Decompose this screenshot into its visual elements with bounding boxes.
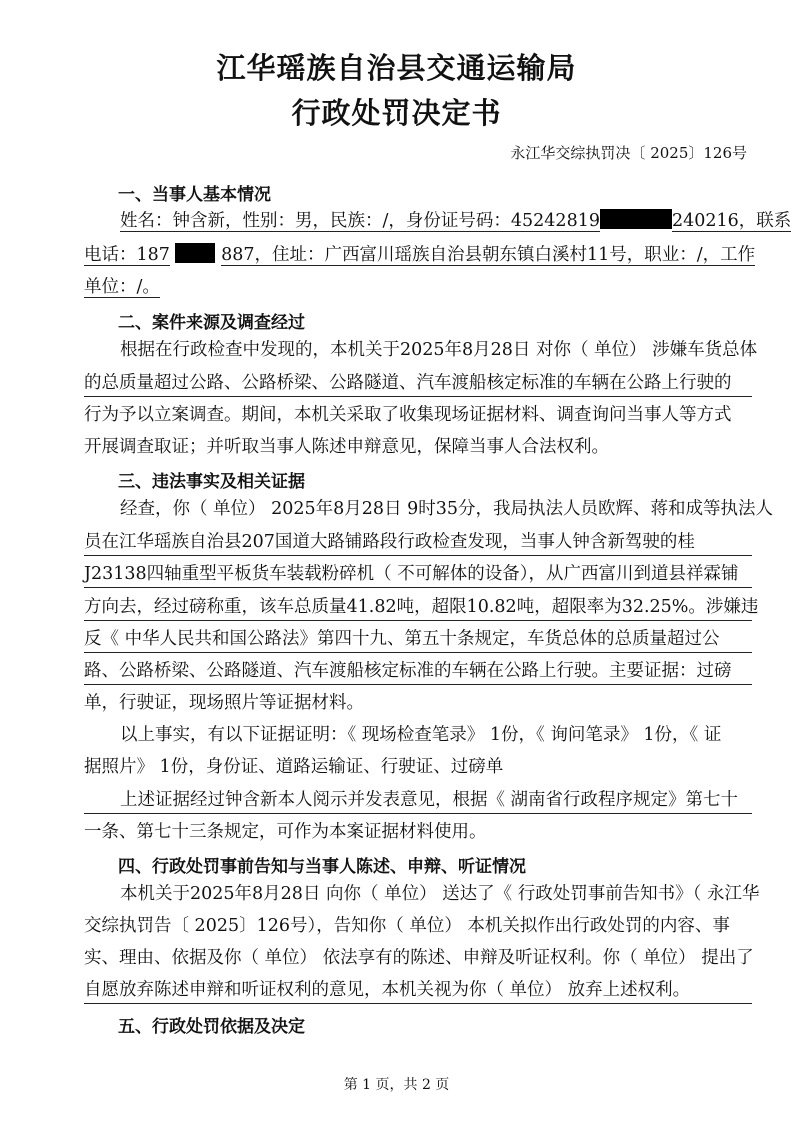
facts-line-10: 上述证据经过钟含新本人阅示并发表意见，根据《 湖南省行政程序规定》第七十: [84, 787, 752, 814]
document-title: 江华瑶族自治县交通运输局: [216, 51, 577, 85]
source-line-1: 根据在行政检查中发现的，本机关于2025年8月28日 对你（ 单位） 涉嫌车货总体: [120, 340, 758, 360]
notice-line-3: 实、理由、依据及你（ 单位） 依法享有的陈述、申辩及听证权利。你（ 单位） 提出了: [84, 948, 754, 968]
facts-line-4: 方向去，经过磅称重，该车总质量41.82吨，超限10.82吨，超限率为32.25%。涉嫌违: [84, 594, 752, 621]
redaction-block-id: [600, 209, 672, 229]
source-line-4: 开展调查取证；并听取当事人陈述申辩意见，保障当事人合法权利。: [84, 437, 609, 457]
redaction-block-phone: [175, 243, 215, 263]
notice-line-2: 交综执罚告〔 2025〕126号），告知你（ 单位） 本机关拟作出行政处罚的内容、事: [84, 916, 730, 936]
party-line-2a: 电话：187: [84, 245, 170, 265]
facts-line-5: 反《 中华人民共和国公路法》第四十九、第五十条规定，车货总体的总质量超过公: [84, 626, 752, 653]
document-number: 永江华交综执罚决〔 2025〕126号: [510, 144, 747, 162]
facts-line-6: 路、公路桥梁、公路隧道、汽车渡船核定标准的车辆在公路上行驶。主要证据：过磅: [84, 658, 752, 685]
facts-line-1: 经查，你（ 单位） 2025年8月28日 9时35分，我局执法人员欧辉、蒋和成等执法人: [120, 499, 774, 519]
facts-line-8: 以上事实，有以下证据证明：《 现场检查笔录》 1份，《 询问笔录》 1份，《 证: [120, 725, 722, 745]
section-heading-party: 一、当事人基本情况: [118, 185, 271, 205]
facts-line-11: 一条、第七十三条规定，可作为本案证据材料使用。: [84, 822, 487, 842]
section-heading-source: 二、案件来源及调查经过: [118, 313, 305, 333]
page-footer: 第 1 页，共 2 页: [343, 1077, 450, 1093]
notice-line-4: 自愿放弃陈述申辩和听证权利的意见，本机关视为你（ 单位） 放弃上述权利。: [84, 977, 752, 1004]
party-line-1b: 240216，联系: [671, 211, 792, 231]
party-line-3: [84, 274, 752, 300]
section-heading-facts: 三、违法事实及相关证据: [118, 472, 305, 492]
facts-line-7: 单，行驶证，现场照片等证据材料。: [84, 693, 364, 713]
facts-line-3: J23138四轴重型平板货车装载粉碎机（ 不可解体的设备），从广西富川到道县祥霖铺: [84, 561, 752, 588]
facts-line-2: 员在江华瑶族自治县207国道大路铺路段行政检查发现，当事人钟含新驾驶的桂: [84, 529, 752, 556]
party-line-3-text: 单位：/。: [84, 277, 160, 297]
facts-line-9: 据照片》 1份，身份证、道路运输证、行驶证、过磅单: [84, 757, 504, 777]
party-line-2b: 887，住址：广西富川瑶族自治县朝东镇白溪村11号，职业：/，工作: [221, 245, 756, 265]
source-line-3: 行为予以立案调查。期间，本机关采取了收集现场证据材料、调查询问当事人等方式: [84, 405, 732, 425]
section-heading-decision: 五、行政处罚依据及决定: [118, 1017, 305, 1037]
document-subtitle: 行政处罚决定书: [291, 96, 502, 130]
source-line-2: 的总质量超过公路、公路桥梁、公路隧道、汽车渡船核定标准的车辆在公路上行驶的: [84, 370, 752, 397]
notice-line-1: 本机关于2025年8月28日 向你（ 单位） 送达了《 行政处罚事前告知书》（ 永江华: [120, 884, 760, 904]
section-heading-notice: 四、行政处罚事前告知与当事人陈述、申辩、听证情况: [118, 857, 526, 877]
party-line-1a: 姓名：钟含新，性别：男，民族：/，身份证号码：45242819: [120, 211, 600, 231]
party-line-2: [84, 242, 756, 268]
party-line-1: [84, 208, 792, 234]
